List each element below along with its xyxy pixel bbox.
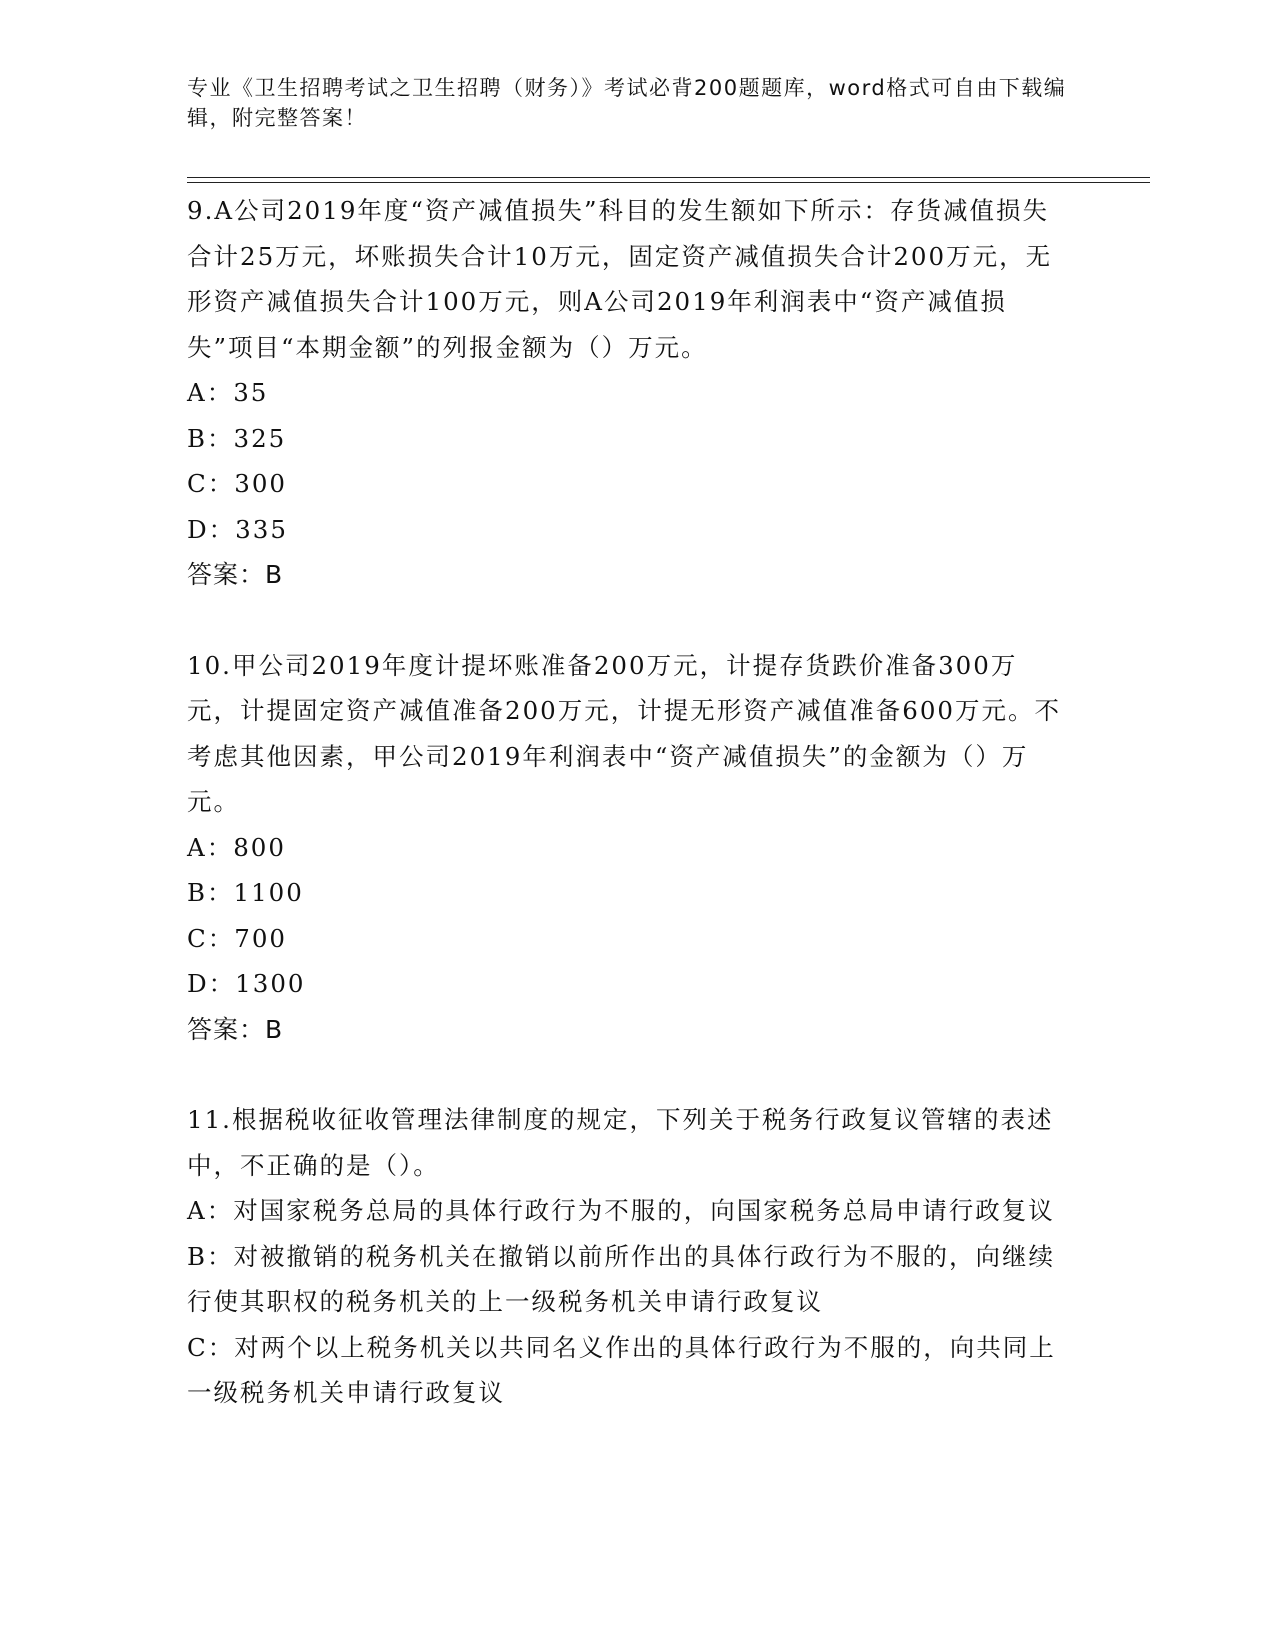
answer: 答案：B	[187, 560, 284, 589]
question-10	[187, 643, 1067, 1053]
header-rule-bottom	[187, 182, 1150, 183]
option-d: D：335	[187, 514, 288, 544]
option-b: B：325	[187, 423, 287, 453]
question-stem: 11.根据税收征收管理法律制度的规定，下列关于税务行政复议管辖的表述中，不正确的是（）。	[187, 1105, 1054, 1180]
question-stem: 9.A公司2019年度“资产减值损失”科目的发生额如下所示：存货减值损失合计25万元，坏账损失合计10万元，固定资产减值损失合计200万元，无形资产减值损失合计100万元，则A公司2019年利润表中“资产减值损失”项目“本期金额”的列报金额为（）万元。	[187, 196, 1053, 362]
option-b: B：对被撤销的税务机关在撤销以前所作出的具体行政行为不服的，向继续行使其职权的税务机关的上一级税务机关申请行政复议	[187, 1241, 1056, 1316]
option-b: B：1100	[187, 878, 304, 907]
option-a: A：35	[187, 378, 269, 407]
option-a: A：对国家税务总局的具体行政行为不服的，向国家税务总局申请行政复议	[187, 1196, 1055, 1225]
option-c: C：700	[187, 923, 288, 953]
option-c: C：对两个以上税务机关以共同名义作出的具体行政行为不服的，向共同上一级税务机关申请行政复议	[187, 1332, 1056, 1407]
document-header: 专业《卫生招聘考试之卫生招聘（财务）》考试必背200题题库，word格式可自由下载编辑，附完整答案！	[187, 76, 1067, 130]
question-list	[187, 188, 1067, 1416]
question-stem: 10.甲公司2019年度计提坏账准备200万元，计提存货跌价准备300万元，计提固定资产减值准备200万元，计提无形资产减值准备600万元。不考虑其他因素，甲公司2019年利润表中“资产减值损失”的金额为（）万元。	[187, 650, 1062, 816]
option-c: C：300	[187, 469, 288, 498]
option-d: D：1300	[187, 969, 306, 998]
question-9	[187, 188, 1067, 598]
header-rule-top	[187, 177, 1150, 178]
question-11	[187, 1097, 1067, 1416]
answer: 答案：B	[187, 1014, 284, 1044]
option-a: A：800	[187, 832, 286, 862]
